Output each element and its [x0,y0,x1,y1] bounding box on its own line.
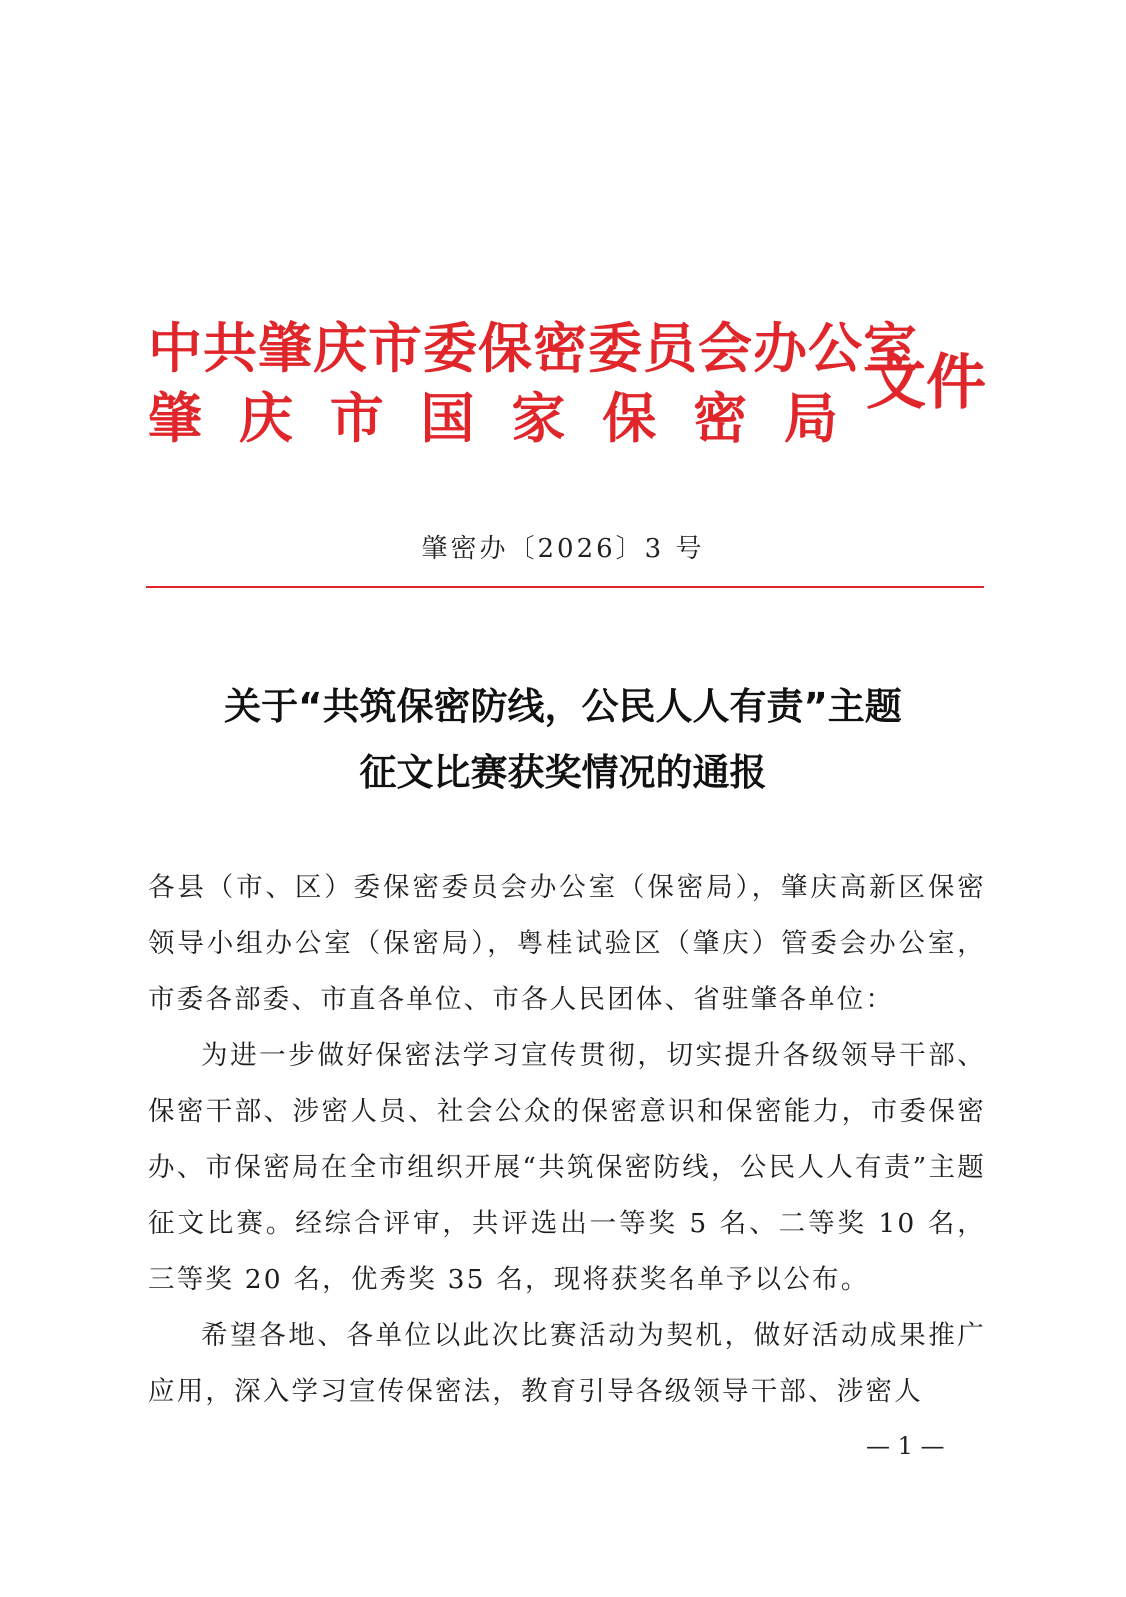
org-line-2-char: 局 [783,386,838,450]
org-line-2-char: 庆 [238,386,293,450]
document-header [148,316,986,458]
issuing-org-line-1: 中共肇庆市委保密委员会办公室 [148,316,918,380]
addressees-paragraph: 各县（市、区）委保密委员会办公室（保密局），肇庆高新区保密领导小组办公室（保密局），粤桂试验区（肇庆）管委会办公室，市委各部委、市直各单位、市各人民团体、省驻肇各单位： [148,872,986,1015]
org-line-2-char: 肇 [148,386,202,450]
title-line-1: 关于“共筑保密防线，公民人人有责”主题 [224,685,902,728]
org-line-2-char: 家 [511,386,566,450]
document-number: 肇密办〔2026〕3 号 [421,534,705,564]
document-title [120,674,1006,806]
page-number: — 1 — [866,1432,945,1460]
body-paragraph-2: 希望各地、各单位以此次比赛活动为契机，做好活动成果推广应用，深入学习宣传保密法，教育引导各级领导干部、涉密人 [148,1320,986,1407]
document-body [148,860,986,1420]
org-line-2-char: 国 [420,386,475,450]
org-line-2-char: 保 [602,386,657,450]
org-line-2-char: 密 [693,386,748,450]
title-line-2: 征文比赛获奖情况的通报 [359,751,767,794]
document-kind-label: 文件 [866,348,986,418]
org-line-2-char: 市 [329,386,384,450]
body-paragraph-1: 为进一步做好保密法学习宣传贯彻，切实提升各级领导干部、保密干部、涉密人员、社会公众的保密意识和保密能力，市委保密办、市保密局在全市组织开展“共筑保密防线，公民人人有责”主题征文比赛。经综合评审，共评选出一等奖 5 名、二等奖 10 名，三等奖 20 名，优秀奖 35 名，现将获奖名单予以公布。 [148,1040,986,1295]
issuing-org-line-2 [148,388,838,448]
red-divider-line [146,586,984,588]
